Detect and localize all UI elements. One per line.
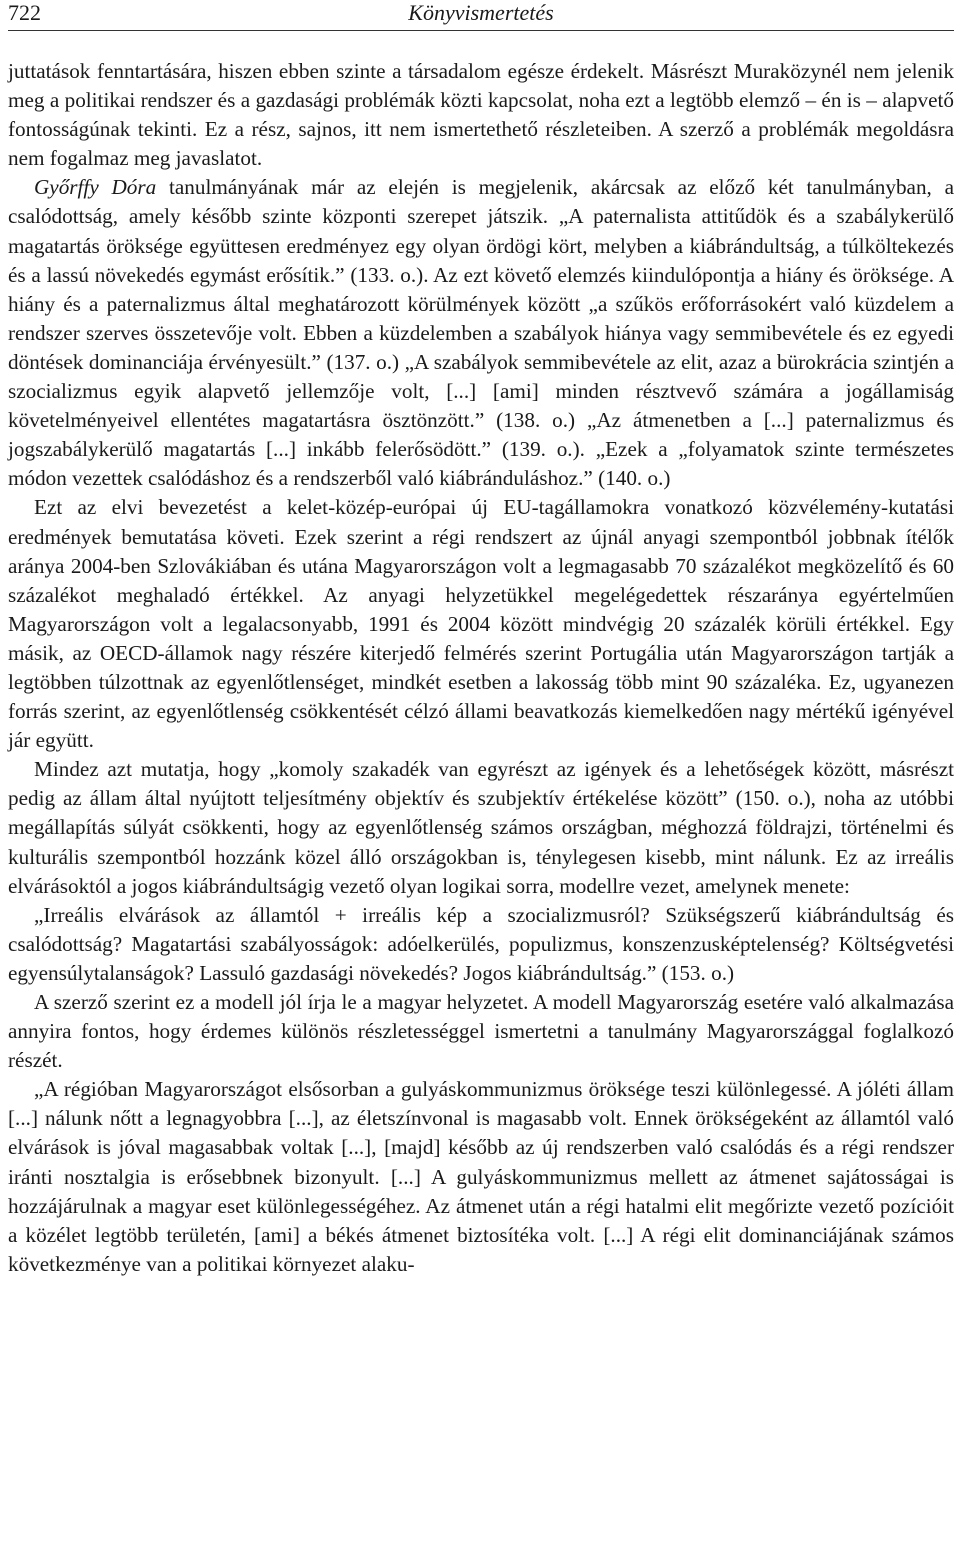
book-page [8,0,954,1279]
paragraph-2-text: tanulmányának már az elején is megjelenik, akárcsak az előző két tanulmányban, a csalódottság, amely később szinte központi szerepet játszik. „A paternalista attitűdök és a szabálykerülő magatartás öröksége együttesen eredményez egy olyan ördögi kört, melyben a kiábrándultság, a túlköltekezés és a lassú növekedés egymást erősítik.” (133. o.). Az ezt követő elemzés kiindulópontja a hiány és öröksége. A hiány és a paternalizmus által meghatározott körülmények között „a szűkös erőforrásokért való küzdelem a rendszer szerves összetevője volt. Ebben a küzdelemben a szabályok hiánya vagy semmibevétele és ez egyedi döntések dominanciája érvényesült.” (137. o.) „A szabályok semmibevétele az elit, azaz a bürokrácia szintjén a szocializmus egyik alapvető jellemzője volt, [...] [ami] minden résztvevő számára a jogállamiság követelményeivel ellentétes magatartásra ösztönzött.” (138. o.) „Az átmenetben a [...] paternalizmus és jogszabálykerülő magatartás [...] inkább felerősödött.” (139. o.). „Ezek a „folyamatok szinte természetes módon vezettek csalódáshoz és a rendszerből való kiábránduláshoz.” (140. o.) [8,175,954,491]
running-header [8,0,954,31]
section-title: Könyvismertetés [408,0,554,25]
paragraph-2 [8,173,954,493]
paragraph-1: juttatások fenntartására, hiszen ebben szinte a társadalom egésze érdekelt. Másrészt Muraközynél nem jelenik meg a politikai rendszer és a gazdasági problémák közti kapcsolat, noha ezt a legtöbb elemző – én is – alapvető fontosságúnak tekinti. Ez a rész, sajnos, itt nem ismertethető részleteiben. A szerző a problémák megoldásra nem fogalmaz meg javaslatot. [8,59,954,171]
paragraph-6: A szerző szerint ez a modell jól írja le a magyar helyzetet. A modell Magyarország esetére való alkalmazása annyira fontos, hogy érdemes különös részletességgel ismertetni a tanulmány Magyarországgal foglalkozó részét. [8,990,954,1073]
paragraph-3: Ezt az elvi bevezetést a kelet-közép-európai új EU-tagállamokra vonatkozó közvélemény-kutatási eredmények bemutatása követi. Ezek szerint a régi rendszert az újnál anyagi szempontból jobbnak ítélők aránya 2004-ben Szlovákiában és utána Magyarországon volt a legmagasabb 70 százalékot megközelítő és 60 százalékot meghaladó értékkel. Az anyagi helyzetükkel megelégedettek részaránya egyértelműen Magyarországon volt a legalacsonyabb, 1991 és 2004 között mindvégig 20 százalék körüli értékkel. Egy másik, az OECD-államok nagy részére kiterjedő felmérés szerint Portugália után Magyarországon tartják a legtöbben túlzottnak az egyenlőtlenséget, mindkét esetben a lakosság több mint 90 százaléka. Ez, ugyanezen forrás szerint, az egyenlőtlenség csökkentését célzó állami beavatkozás kiemelkedően nagy mértékű igényével jár együtt. [8,495,954,753]
author-name: Győrffy Dóra [34,175,157,200]
body-text [8,57,954,1279]
page-number: 722 [8,0,41,25]
paragraph-5-model-quote: „Irreális elvárások az államtól + irreális kép a szocializmusról? Szükségszerű kiábrándultság és csalódottság? Magatartási szabályosságok: adóelkerülés, populizmus, konszenzusképtelenség? Költségvetési egyensúlytalanságok? Lassuló gazdasági növekedés? Jogos kiábrándultság.” (153. o.) [8,902,954,985]
paragraph-4: Mindez azt mutatja, hogy „komoly szakadék van egyrészt az igények és a lehetőségek között, másrészt pedig az állam által nyújtott teljesítmény objektív és szubjektív értékelése között” (150. o.), noha az utóbbi megállapítás súlyát csökkenti, hogy az egyenlőtlenség számos országban, méghozzá földrajzi, történelmi és kulturális szempontból hozzánk közel álló országokban is, ténylegesen kisebb, mint nálunk. Ez az irreális elvárásoktól a jogos kiábrándultságig vezető olyan logikai sorra, modellre vezet, amelynek menete: [8,757,954,898]
paragraph-7-quote: „A régióban Magyarországot elsősorban a gulyáskommunizmus öröksége teszi különlegessé. A jóléti állam [...] nálunk nőtt a legnagyobbra [...], az életszínvonal is magasabb volt. Ennek örökségeként az államtól való elvárások is jóval magasabbak voltak [...], [majd] később az új rendszerben való csalódás és a régi rendszer iránti nosztalgia is erősebbnek bizonyult. [...] A gulyáskommunizmus mellett az átmenet sajátosságai is hozzájárulnak a magyar eset különlegességéhez. Az átmenet után a régi hatalmi elit megőrizte vezető pozícióit a közélet legtöbb területén, [ami] a békés átmenet biztosítéka volt. [...] A régi elit dominanciájának számos következménye van a politikai környezet alaku- [8,1077,954,1276]
